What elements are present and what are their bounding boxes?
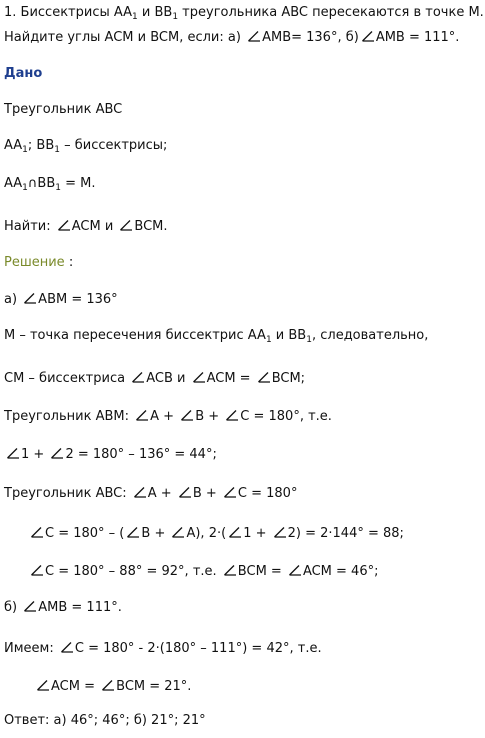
angle-icon: [135, 409, 149, 421]
have-line: Имеем: C = 180° - 2·(180° – 111°) = 42°, т.е.: [4, 641, 322, 656]
angle-icon: [171, 526, 185, 538]
given-intersection: $AA_1\cap BB_1 = M$.: [4, 176, 96, 193]
angle-icon: [225, 409, 239, 421]
angle-icon: [30, 526, 44, 538]
angle-icon: [133, 486, 147, 498]
angle-icon: [101, 679, 115, 691]
angle-icon: [178, 486, 192, 498]
angle-icon: [126, 526, 140, 538]
angle-icon: [180, 409, 194, 421]
angle-icon: [273, 526, 287, 538]
cm-bisector-line: CM – биссектриса ACB и ACM = BCM;: [4, 371, 306, 386]
given-bisectors: $AA_1$; $BB_1$ – биссектрисы;: [4, 138, 168, 155]
angle-icon: [228, 526, 242, 538]
angle-c-calc-line: C = 180° – ( B + A), 2·( 1 + 2) = 2·144° = 88;: [28, 525, 404, 542]
angle-icon: [36, 679, 50, 691]
angles-1-2-line: 1 + 2 = 180° – 136° = 44°;: [4, 446, 217, 463]
triangle-abm-line: Треугольник ABM: A + B + C = 180°, т.е.: [4, 409, 332, 424]
part-b-title: б) AMB = 111°.: [4, 600, 122, 615]
task-line-1: 1. Биссектрисы $AA_1$ и $BB_1$ треугольника ABC пересекаются в точке M.: [4, 5, 484, 22]
angle-icon: [247, 30, 261, 42]
angle-icon: [223, 564, 237, 576]
angle-icon: [57, 219, 71, 231]
angle-icon: [50, 447, 64, 459]
solution-heading: Решение :: [4, 255, 74, 270]
angle-icon: [257, 371, 271, 383]
angle-icon: [192, 371, 206, 383]
angle-icon: [23, 292, 37, 304]
angle-icon: [6, 447, 20, 459]
angle-icon: [361, 30, 375, 42]
angle-icon: [60, 641, 74, 653]
answer-line: Ответ: а) 46°; 46°; б) 21°; 21°: [4, 713, 206, 728]
angle-icon: [119, 219, 133, 231]
task-line-2: Найдите углы ACM и BCM, если: а) AMB= 136°, б) AMB = 111°.: [4, 30, 460, 45]
angle-icon: [131, 371, 145, 383]
angle-icon: [23, 600, 37, 612]
given-triangle: Треугольник ABC: [4, 102, 123, 117]
given-find: Найти: ACM и BCM.: [4, 219, 168, 234]
part-a-title: а) ABM = 136°: [4, 292, 118, 307]
angle-icon: [288, 564, 302, 576]
angle-c-result-line: C = 180° – 88° = 92°, т.е. BCM = ACM = 46°;: [28, 563, 378, 580]
angle-icon: [30, 564, 44, 576]
given-heading: Дано: [4, 66, 43, 81]
triangle-abc-line: Треугольник ABC: A + B + C = 180°: [4, 486, 298, 501]
m-point-line: M – точка пересечения биссектрис $AA_1$ и $BB_1$, следовательно,: [4, 328, 429, 345]
angle-icon: [223, 486, 237, 498]
part-b-result-line: ACM = BCM = 21°.: [34, 678, 191, 695]
